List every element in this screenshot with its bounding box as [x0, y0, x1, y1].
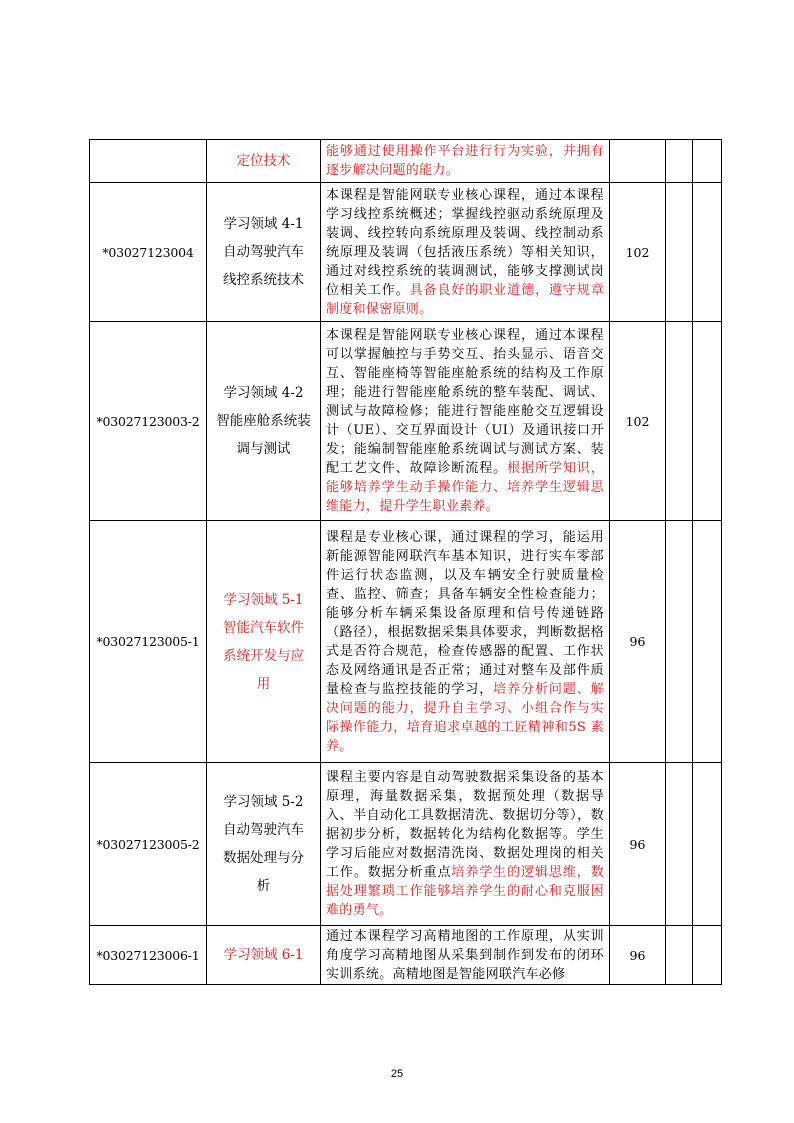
- description-segment: 课程是专业核心课，通过课程的学习，能运用新能源智能网联汽车基本知识，进行实车零部件运行状态监测，以及车辆安全行驶质量检查、监控、筛查；具备车辆安全性检查能力；能够分析车辆采集设备原理和信号传递链路（路径），根据数据采集具体要求，判断数据格式是否符合规范，检查传感器的配置、工作状态及网络通讯是否正常；通过对整车及部件质量检查与监控技能的学习，: [326, 529, 604, 697]
- empty-cell: [693, 183, 722, 322]
- course-description-cell: [321, 183, 610, 322]
- description-segment: 课程主要内容是自动驾驶数据采集设备的基本原理，海量数据采集，数据预处理（数据导入、半自动化工具数据清洗、数据切分等），数据初步分析，数据转化为结构化数据等。学生学习后能应对数据清洗岗、数据处理岗的相关工作。数据分析重点: [326, 770, 604, 880]
- table-row: [90, 140, 722, 183]
- course-name-line: 调与测试: [236, 441, 291, 457]
- course-hours-cell: 96: [610, 926, 666, 985]
- description-segment: 根据所学知识，能够培养学生动手操作能力、培养学生逻辑思维能力，提升学生职业素养。: [326, 461, 604, 514]
- course-name-line: 系统开发与应: [223, 647, 304, 664]
- course-name-line: 学习领域 5-1: [223, 591, 304, 608]
- course-name-line: 学习领域 4-1: [223, 216, 304, 232]
- description-segment: 本课程是智能网联专业核心课程，通过本课程学习线控系统概述；掌握线控驱动系统原理及装调、线控转向系统原理及装调、线控制动系统原理及装调（包括液压系统）等相关知识，通过对线控系统的装调测试，能够支撑测试岗位相关工作。: [326, 187, 604, 298]
- course-name-line: 学习领域 5-2: [223, 794, 304, 810]
- table-row: [90, 926, 722, 985]
- course-name-cell: [207, 926, 321, 985]
- page-number: 25: [390, 1068, 404, 1080]
- course-name-line: 定位技术: [236, 153, 291, 169]
- course-name-line: 智能座舱系统装: [216, 413, 311, 429]
- empty-cell: [666, 140, 693, 183]
- course-description-cell: [321, 521, 610, 763]
- table-row: [90, 763, 722, 926]
- curriculum-table: [89, 139, 722, 985]
- course-name-line: 智能汽车软件: [223, 619, 304, 636]
- table-row: [90, 322, 722, 521]
- description-segment: 能够通过使用操作平台进行行为实验，并拥有逐步解决问题的能力。: [326, 144, 604, 178]
- course-hours-cell: 96: [610, 521, 666, 763]
- course-name-cell: [207, 140, 321, 183]
- empty-cell: [666, 183, 693, 322]
- course-name-line: 数据处理与分: [223, 850, 304, 866]
- table-body: [90, 140, 722, 985]
- description-segment: 培养分析问题、解决问题的能力，提升自主学习、小组合作与实际操作能力，培育追求卓越的工匠精神和5S 素养。: [326, 681, 604, 754]
- empty-cell: [693, 140, 722, 183]
- description-segment: 本课程是智能网联专业核心课程，通过本课程可以掌握触控与手势交互、抬头显示、语音交互、智能座椅等智能座舱系统的结构及工作原理；能进行智能座舱系统的整车装配、调试、测试与故障检修；能进行智能座舱交互逻辑设计（UE）、交互界面设计（UI）及通讯接口开发；能编制智能座舱系统调试与测试方案、装配工艺文件、故障诊断流程。: [326, 328, 604, 476]
- table-row: [90, 521, 722, 763]
- description-segment: 培养学生的逻辑思维，数据处理繁琐工作能够培养学生的耐心和克服困难的勇气。: [326, 865, 604, 918]
- course-description-cell: [321, 763, 610, 926]
- course-code-cell: *03027123005-2: [90, 763, 207, 926]
- course-description-cell: [321, 926, 610, 985]
- course-description-cell: [321, 140, 610, 183]
- table-row: [90, 183, 722, 322]
- description-segment: 通过本课程学习高精地图的工作原理，从实训角度学习高精地图从采集到制作到发布的闭环实训系统。高精地图是智能网联汽车必修: [326, 928, 604, 982]
- course-hours-cell: 102: [610, 183, 666, 322]
- course-name-line: 学习领域 6-1: [223, 947, 304, 963]
- course-name-cell: [207, 322, 321, 521]
- empty-cell: [666, 763, 693, 926]
- course-name-cell: [207, 763, 321, 926]
- course-name-line: 析: [256, 878, 271, 894]
- course-name-line: 自动驾驶汽车: [223, 822, 304, 838]
- course-hours-cell: 96: [610, 763, 666, 926]
- empty-cell: [693, 763, 722, 926]
- empty-cell: [666, 521, 693, 763]
- empty-cell: [666, 926, 693, 985]
- course-code-cell: *03027123005-1: [90, 521, 207, 763]
- course-name-line: 学习领域 4-2: [223, 385, 304, 401]
- course-code-cell: *03027123003-2: [90, 322, 207, 521]
- course-name-cell: [207, 183, 321, 322]
- course-code-cell: [90, 140, 207, 183]
- course-name-cell: [207, 521, 321, 763]
- course-code-cell: *03027123006-1: [90, 926, 207, 985]
- course-description-cell: [321, 322, 610, 521]
- empty-cell: [693, 521, 722, 763]
- description-segment: 具备良好的职业道德，遵守规章制度和保密原则。: [326, 282, 604, 317]
- course-code-cell: *03027123004: [90, 183, 207, 322]
- course-name-line: 自动驾驶汽车: [223, 244, 304, 260]
- course-name-line: 线控系统技术: [223, 272, 304, 288]
- empty-cell: [666, 322, 693, 521]
- empty-cell: [693, 926, 722, 985]
- course-hours-cell: [610, 140, 666, 183]
- course-hours-cell: 102: [610, 322, 666, 521]
- course-name-line: 用: [256, 675, 271, 692]
- empty-cell: [693, 322, 722, 521]
